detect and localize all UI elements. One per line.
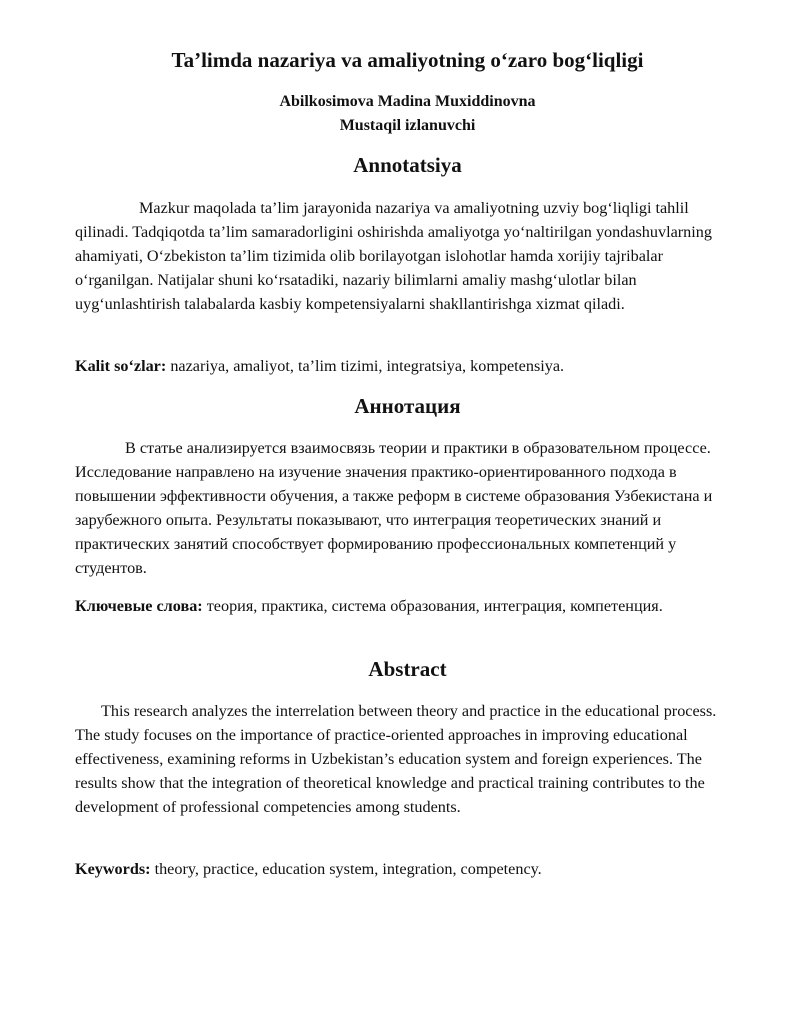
russian-keywords-label: Ключевые слова: [75, 597, 203, 615]
paper-title: Ta’limda nazariya va amaliyotning o‘zaro bog‘liqligi [171, 48, 644, 72]
english-abstract-heading: Abstract [368, 657, 447, 681]
author-affiliation: Mustaqil izlanuvchi [339, 117, 476, 134]
russian-keywords-list: теория, практика, система образования, интеграция, компетенция. [202, 597, 663, 615]
uzbek-abstract-text: Mazkur maqolada ta’lim jarayonida nazariya va amaliyotning uzviy bog‘liqligi tahlil qilinadi. Tadqiqotda ta’lim samaradorligini oshirishda amaliyotga yo‘naltirilgan yondashuvlarning ahamiyati, O‘zbekiston ta’lim tizimida olib borilayotgan islohotlar hamda xorijiy tajribalar o‘rganilgan. Natijalar shuni ko‘rsatadiki, nazariy bilimlarni amaliy mashg‘ulotlar bilan uyg‘unlashtirish talabalarda kasbiy kompetensiyalarni shakllantirishga xizmat qiladi. [75, 199, 712, 313]
author-name: Abilkosimova Madina Muxiddinovna [279, 93, 536, 110]
english-abstract-text: This research analyzes the interrelation between theory and practice in the educational process. The study focuses on the importance of practice-oriented approaches in improving educational effectiveness, examining reforms in Uzbekistan’s education system and foreign experiences. The results show that the integration of theoretical knowledge and practical training contributes to the development of professional competencies among students. [75, 702, 717, 816]
russian-keywords [75, 594, 740, 618]
english-keywords [75, 857, 740, 881]
english-keywords-label: Keywords: [75, 860, 151, 878]
uzbek-keywords [75, 354, 740, 378]
uzbek-keywords-list: nazariya, amaliyot, ta’lim tizimi, integratsiya, kompetensiya. [166, 357, 565, 375]
russian-abstract-text: В статье анализируется взаимосвязь теории и практики в образовательном процессе. Исследование направлено на изучение значения практико-ориентированного подхода в повышении эффективности обучения, а также реформ в системе образования Узбекистана и зарубежного опыта. Результаты показывают, что интеграция теоретических знаний и практических занятий способствует формированию профессиональных компетенций у студентов. [75, 439, 713, 577]
english-keywords-list: theory, practice, education system, integration, competency. [150, 860, 542, 878]
uzbek-abstract-heading: Annotatsiya [353, 153, 462, 177]
uzbek-keywords-label: Kalit so‘zlar: [75, 357, 167, 375]
russian-abstract-heading: Аннотация [354, 394, 461, 418]
